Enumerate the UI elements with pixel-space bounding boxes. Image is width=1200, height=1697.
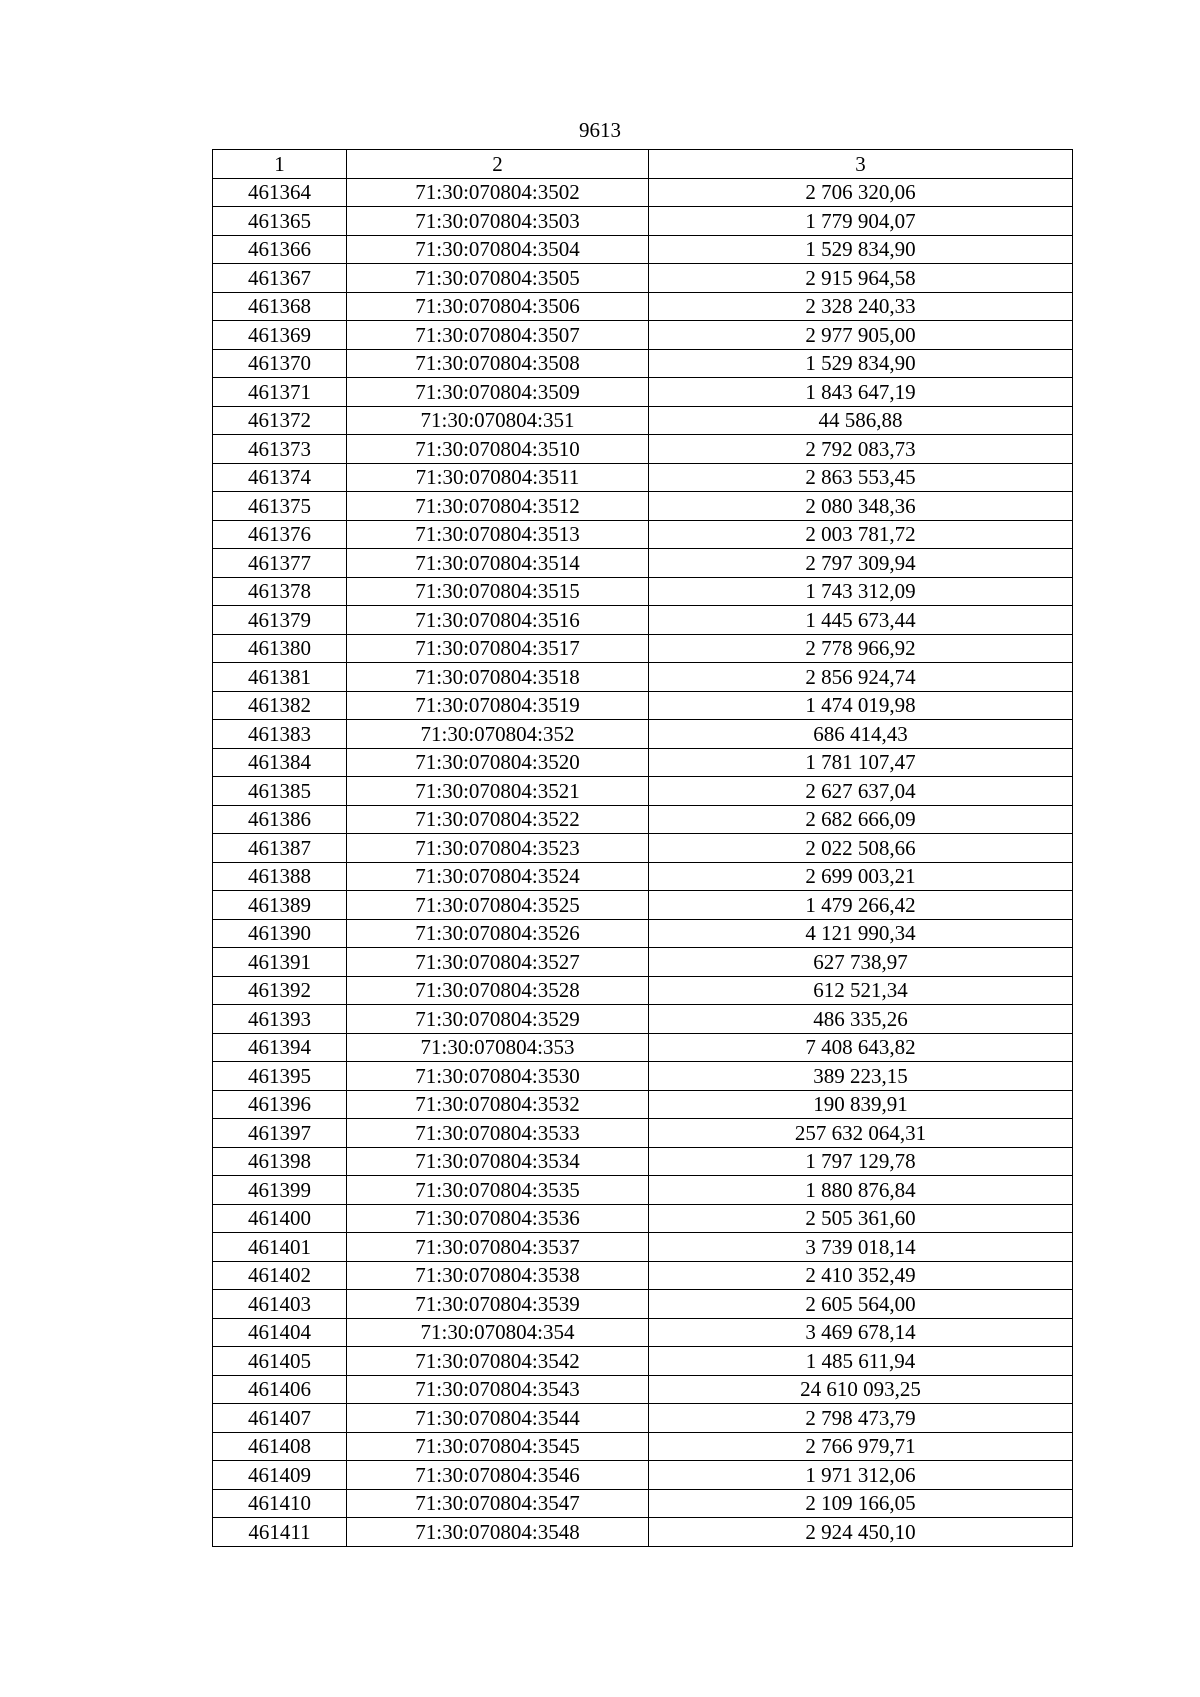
row-number-cell: 461383	[213, 720, 347, 749]
row-number-cell: 461395	[213, 1062, 347, 1091]
cadastral-number-cell: 71:30:070804:3516	[347, 606, 649, 635]
row-number-cell: 461397	[213, 1119, 347, 1148]
cadastral-value-cell: 2 410 352,49	[649, 1261, 1073, 1290]
table-row	[213, 834, 1073, 863]
cadastral-number-cell: 71:30:070804:3527	[347, 948, 649, 977]
row-number-cell: 461393	[213, 1005, 347, 1034]
cadastral-number-cell: 71:30:070804:3505	[347, 264, 649, 293]
cadastral-value-cell: 1 529 834,90	[649, 349, 1073, 378]
cadastral-number-cell: 71:30:070804:354	[347, 1318, 649, 1347]
row-number-cell: 461410	[213, 1489, 347, 1518]
table-header-row	[213, 150, 1073, 179]
cadastral-number-cell: 71:30:070804:3535	[347, 1176, 649, 1205]
row-number-cell: 461411	[213, 1518, 347, 1547]
cadastral-value-cell: 2 798 473,79	[649, 1404, 1073, 1433]
row-number-cell: 461371	[213, 378, 347, 407]
cadastral-number-cell: 71:30:070804:3544	[347, 1404, 649, 1433]
cadastral-value-cell: 1 474 019,98	[649, 691, 1073, 720]
cadastral-value-cell: 2 505 361,60	[649, 1204, 1073, 1233]
cadastral-value-cell: 389 223,15	[649, 1062, 1073, 1091]
cadastral-value-cell: 3 739 018,14	[649, 1233, 1073, 1262]
cadastral-number-cell: 71:30:070804:3519	[347, 691, 649, 720]
row-number-cell: 461408	[213, 1432, 347, 1461]
cadastral-number-cell: 71:30:070804:3525	[347, 891, 649, 920]
table-row	[213, 435, 1073, 464]
cadastral-value-cell: 1 880 876,84	[649, 1176, 1073, 1205]
table-row	[213, 691, 1073, 720]
table-row	[213, 207, 1073, 236]
row-number-cell: 461391	[213, 948, 347, 977]
table-row	[213, 1090, 1073, 1119]
page-number: 9613	[579, 118, 621, 142]
table-row	[213, 264, 1073, 293]
row-number-cell: 461381	[213, 663, 347, 692]
row-number-cell: 461372	[213, 406, 347, 435]
cadastral-number-cell: 71:30:070804:3538	[347, 1261, 649, 1290]
cadastral-number-cell: 71:30:070804:3542	[347, 1347, 649, 1376]
table-row	[213, 292, 1073, 321]
row-number-cell: 461404	[213, 1318, 347, 1347]
cadastral-number-cell: 71:30:070804:3524	[347, 862, 649, 891]
cadastral-number-cell: 71:30:070804:3503	[347, 207, 649, 236]
table-row	[213, 1119, 1073, 1148]
cadastral-value-cell: 486 335,26	[649, 1005, 1073, 1034]
cadastral-value-cell: 2 022 508,66	[649, 834, 1073, 863]
cadastral-number-cell: 71:30:070804:3522	[347, 805, 649, 834]
cadastral-value-cell: 2 706 320,06	[649, 178, 1073, 207]
table-row	[213, 663, 1073, 692]
cadastral-number-cell: 71:30:070804:3539	[347, 1290, 649, 1319]
cadastral-value-cell: 2 792 083,73	[649, 435, 1073, 464]
table-row	[213, 976, 1073, 1005]
cadastral-value-cell: 2 109 166,05	[649, 1489, 1073, 1518]
column-header-1: 1	[213, 150, 347, 179]
cadastral-value-cell: 2 924 450,10	[649, 1518, 1073, 1547]
cadastral-value-cell: 2 797 309,94	[649, 549, 1073, 578]
cadastral-number-cell: 71:30:070804:3547	[347, 1489, 649, 1518]
row-number-cell: 461392	[213, 976, 347, 1005]
table-row	[213, 777, 1073, 806]
cadastral-number-cell: 71:30:070804:3520	[347, 748, 649, 777]
table-row	[213, 1005, 1073, 1034]
cadastral-number-cell: 71:30:070804:3521	[347, 777, 649, 806]
cadastral-value-cell: 2 682 666,09	[649, 805, 1073, 834]
table-row	[213, 1518, 1073, 1547]
cadastral-value-cell: 1 485 611,94	[649, 1347, 1073, 1376]
row-number-cell: 461368	[213, 292, 347, 321]
row-number-cell: 461388	[213, 862, 347, 891]
table-row	[213, 1375, 1073, 1404]
cadastral-value-cell: 1 445 673,44	[649, 606, 1073, 635]
row-number-cell: 461365	[213, 207, 347, 236]
cadastral-value-cell: 2 915 964,58	[649, 264, 1073, 293]
cadastral-value-cell: 44 586,88	[649, 406, 1073, 435]
table-body	[213, 150, 1073, 1547]
row-number-cell: 461389	[213, 891, 347, 920]
cadastral-number-cell: 71:30:070804:3512	[347, 492, 649, 521]
cadastral-number-cell: 71:30:070804:3533	[347, 1119, 649, 1148]
row-number-cell: 461406	[213, 1375, 347, 1404]
table-row	[213, 1062, 1073, 1091]
cadastral-number-cell: 71:30:070804:3532	[347, 1090, 649, 1119]
cadastral-value-cell: 2 699 003,21	[649, 862, 1073, 891]
column-header-2: 2	[347, 150, 649, 179]
table-row	[213, 349, 1073, 378]
row-number-cell: 461370	[213, 349, 347, 378]
table-row	[213, 805, 1073, 834]
table-row	[213, 1489, 1073, 1518]
table-row	[213, 1318, 1073, 1347]
cadastral-value-cell: 2 778 966,92	[649, 634, 1073, 663]
cadastral-number-cell: 71:30:070804:3545	[347, 1432, 649, 1461]
table-row	[213, 1290, 1073, 1319]
row-number-cell: 461402	[213, 1261, 347, 1290]
cadastral-number-cell: 71:30:070804:3526	[347, 919, 649, 948]
cadastral-number-cell: 71:30:070804:3504	[347, 235, 649, 264]
cadastral-value-cell: 2 863 553,45	[649, 463, 1073, 492]
cadastral-number-cell: 71:30:070804:3548	[347, 1518, 649, 1547]
table-row	[213, 1233, 1073, 1262]
table-row	[213, 862, 1073, 891]
table-row	[213, 634, 1073, 663]
cadastral-value-cell: 4 121 990,34	[649, 919, 1073, 948]
cadastral-value-cell: 257 632 064,31	[649, 1119, 1073, 1148]
row-number-cell: 461369	[213, 321, 347, 350]
cadastral-number-cell: 71:30:070804:3534	[347, 1147, 649, 1176]
row-number-cell: 461367	[213, 264, 347, 293]
cadastral-number-cell: 71:30:070804:3536	[347, 1204, 649, 1233]
table-row	[213, 549, 1073, 578]
cadastral-value-cell: 2 627 637,04	[649, 777, 1073, 806]
row-number-cell: 461378	[213, 577, 347, 606]
cadastral-value-cell: 2 328 240,33	[649, 292, 1073, 321]
cadastral-number-cell: 71:30:070804:353	[347, 1033, 649, 1062]
cadastral-number-cell: 71:30:070804:351	[347, 406, 649, 435]
cadastral-number-cell: 71:30:070804:3511	[347, 463, 649, 492]
table-row	[213, 492, 1073, 521]
row-number-cell: 461387	[213, 834, 347, 863]
row-number-cell: 461409	[213, 1461, 347, 1490]
row-number-cell: 461399	[213, 1176, 347, 1205]
table-row	[213, 948, 1073, 977]
cadastral-number-cell: 71:30:070804:3528	[347, 976, 649, 1005]
row-number-cell: 461386	[213, 805, 347, 834]
cadastral-value-cell: 2 977 905,00	[649, 321, 1073, 350]
table-row	[213, 748, 1073, 777]
cadastral-number-cell: 71:30:070804:3543	[347, 1375, 649, 1404]
table-row	[213, 321, 1073, 350]
cadastral-value-cell: 1 529 834,90	[649, 235, 1073, 264]
row-number-cell: 461366	[213, 235, 347, 264]
cadastral-value-cell: 3 469 678,14	[649, 1318, 1073, 1347]
table-row	[213, 1176, 1073, 1205]
cadastral-value-cell: 2 856 924,74	[649, 663, 1073, 692]
cadastral-value-cell: 1 779 904,07	[649, 207, 1073, 236]
row-number-cell: 461385	[213, 777, 347, 806]
cadastral-value-cell: 7 408 643,82	[649, 1033, 1073, 1062]
cadastral-value-table	[212, 149, 1073, 1547]
row-number-cell: 461400	[213, 1204, 347, 1233]
cadastral-number-cell: 71:30:070804:3508	[347, 349, 649, 378]
row-number-cell: 461373	[213, 435, 347, 464]
table-row	[213, 235, 1073, 264]
table-row	[213, 577, 1073, 606]
table-row	[213, 1404, 1073, 1433]
cadastral-value-cell: 1 797 129,78	[649, 1147, 1073, 1176]
cadastral-number-cell: 71:30:070804:3518	[347, 663, 649, 692]
table-row	[213, 463, 1073, 492]
cadastral-value-cell: 1 479 266,42	[649, 891, 1073, 920]
cadastral-number-cell: 71:30:070804:3506	[347, 292, 649, 321]
cadastral-number-cell: 71:30:070804:3513	[347, 520, 649, 549]
cadastral-number-cell: 71:30:070804:3530	[347, 1062, 649, 1091]
row-number-cell: 461401	[213, 1233, 347, 1262]
row-number-cell: 461394	[213, 1033, 347, 1062]
cadastral-value-cell: 2 003 781,72	[649, 520, 1073, 549]
cadastral-number-cell: 71:30:070804:3510	[347, 435, 649, 464]
table-row	[213, 1204, 1073, 1233]
cadastral-number-cell: 71:30:070804:3514	[347, 549, 649, 578]
cadastral-value-cell: 612 521,34	[649, 976, 1073, 1005]
cadastral-value-cell: 1 971 312,06	[649, 1461, 1073, 1490]
table-row	[213, 1461, 1073, 1490]
row-number-cell: 461374	[213, 463, 347, 492]
row-number-cell: 461375	[213, 492, 347, 521]
row-number-cell: 461379	[213, 606, 347, 635]
cadastral-value-cell: 1 781 107,47	[649, 748, 1073, 777]
cadastral-number-cell: 71:30:070804:3517	[347, 634, 649, 663]
row-number-cell: 461376	[213, 520, 347, 549]
row-number-cell: 461396	[213, 1090, 347, 1119]
cadastral-value-cell: 24 610 093,25	[649, 1375, 1073, 1404]
cadastral-number-cell: 71:30:070804:3537	[347, 1233, 649, 1262]
cadastral-value-cell: 190 839,91	[649, 1090, 1073, 1119]
cadastral-number-cell: 71:30:070804:3509	[347, 378, 649, 407]
cadastral-value-cell: 627 738,97	[649, 948, 1073, 977]
row-number-cell: 461403	[213, 1290, 347, 1319]
table-row	[213, 1347, 1073, 1376]
cadastral-number-cell: 71:30:070804:3523	[347, 834, 649, 863]
cadastral-number-cell: 71:30:070804:3546	[347, 1461, 649, 1490]
row-number-cell: 461364	[213, 178, 347, 207]
table-row	[213, 406, 1073, 435]
cadastral-value-cell: 686 414,43	[649, 720, 1073, 749]
table-row	[213, 720, 1073, 749]
table-row	[213, 606, 1073, 635]
table-row	[213, 919, 1073, 948]
table-row	[213, 1147, 1073, 1176]
table-row	[213, 520, 1073, 549]
cadastral-value-cell: 2 080 348,36	[649, 492, 1073, 521]
column-header-3: 3	[649, 150, 1073, 179]
cadastral-value-cell: 2 605 564,00	[649, 1290, 1073, 1319]
row-number-cell: 461380	[213, 634, 347, 663]
row-number-cell: 461384	[213, 748, 347, 777]
table-row	[213, 378, 1073, 407]
cadastral-number-cell: 71:30:070804:3529	[347, 1005, 649, 1034]
table-row	[213, 891, 1073, 920]
row-number-cell: 461405	[213, 1347, 347, 1376]
cadastral-value-cell: 2 766 979,71	[649, 1432, 1073, 1461]
table-row	[213, 1261, 1073, 1290]
row-number-cell: 461377	[213, 549, 347, 578]
cadastral-number-cell: 71:30:070804:3515	[347, 577, 649, 606]
row-number-cell: 461407	[213, 1404, 347, 1433]
cadastral-value-cell: 1 843 647,19	[649, 378, 1073, 407]
cadastral-number-cell: 71:30:070804:352	[347, 720, 649, 749]
cadastral-number-cell: 71:30:070804:3502	[347, 178, 649, 207]
row-number-cell: 461398	[213, 1147, 347, 1176]
cadastral-number-cell: 71:30:070804:3507	[347, 321, 649, 350]
table-row	[213, 1432, 1073, 1461]
row-number-cell: 461382	[213, 691, 347, 720]
cadastral-value-cell: 1 743 312,09	[649, 577, 1073, 606]
row-number-cell: 461390	[213, 919, 347, 948]
table-row	[213, 178, 1073, 207]
table-row	[213, 1033, 1073, 1062]
